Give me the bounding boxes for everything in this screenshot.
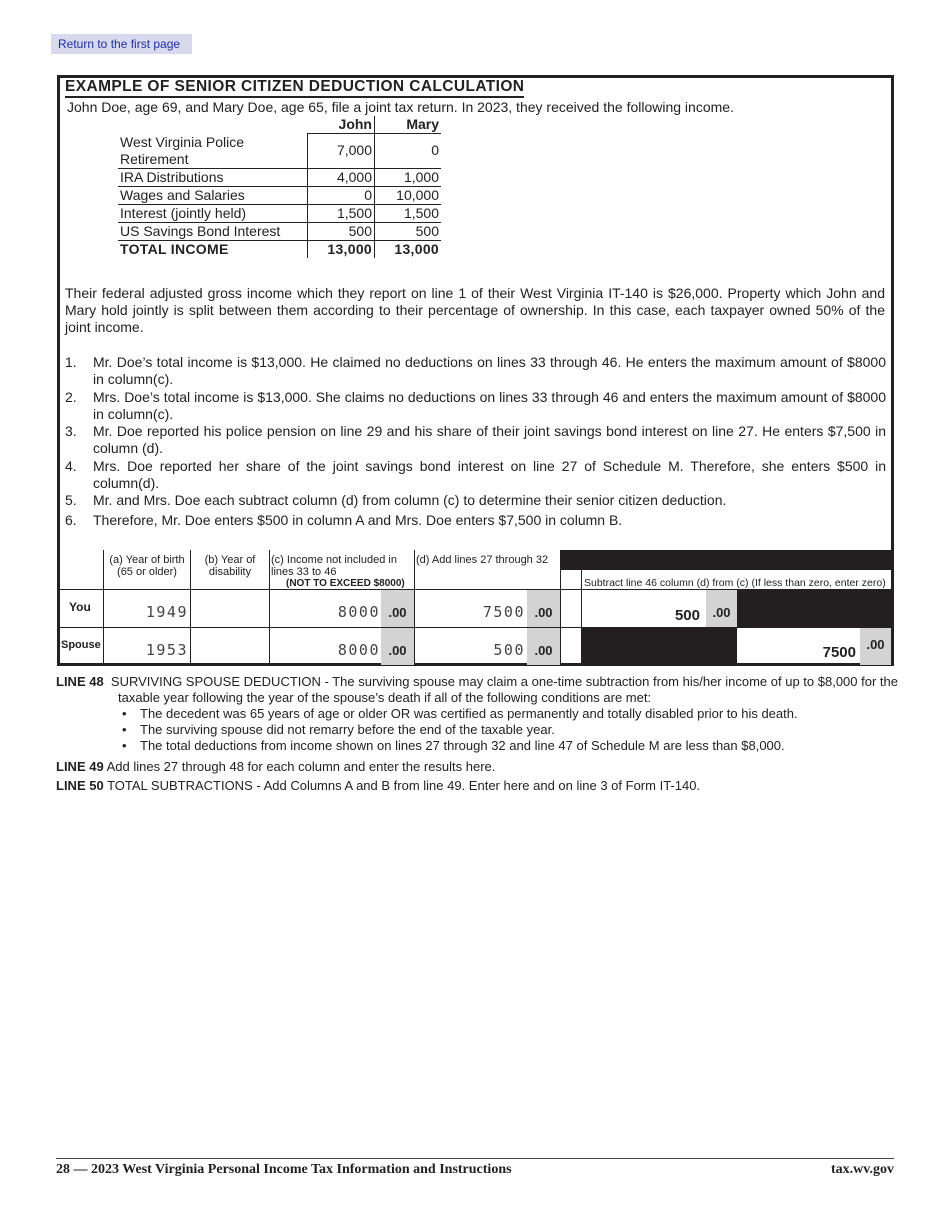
step-number: 3. [65, 423, 77, 439]
list-item [65, 354, 886, 388]
income-table-header [118, 116, 441, 134]
condition-text: The decedent was 65 years of age or older OR was certified as permanently and totally disabled prior to his death. [140, 706, 798, 721]
line-48-conditions [56, 706, 901, 754]
line-50-label: LINE 50 [56, 778, 104, 793]
income-row-label: US Savings Bond Interest [118, 222, 308, 240]
table-row [118, 134, 441, 169]
spouse-income: 8000 [337, 641, 380, 659]
grid-divider [269, 550, 270, 665]
income-header-john: John [308, 116, 375, 134]
list-item [56, 722, 901, 738]
row-label-spouse: Spouse [61, 639, 101, 651]
footer-rule [56, 1158, 894, 1159]
income-row-label: IRA Distributions [118, 168, 308, 186]
income-header-blank [118, 116, 308, 134]
income-row-mary: 0 [375, 134, 442, 169]
step-number: 2. [65, 388, 77, 405]
footer-website: tax.wv.gov [831, 1162, 894, 1177]
step-text: Therefore, Mr. Doe enters $500 in column A and Mrs. Doe enters $7,500 in column B. [93, 512, 623, 528]
you-add: 7500 [482, 603, 525, 621]
income-row-mary: 1,500 [375, 204, 442, 222]
example-title: EXAMPLE OF SENIOR CITIZEN DEDUCTION CALCULATION [65, 78, 524, 98]
condition-text: The surviving spouse did not remarry before the end of the taxable year. [140, 722, 555, 737]
step-text: Mrs. Doe reported her share of the joint savings bond interest on line 27 of Schedule M. Therefore, she enters $500 in column(d). [93, 457, 886, 491]
line-48-text-block [56, 674, 901, 706]
line-49-text: Add lines 27 through 48 for each column and enter the results here. [106, 759, 496, 774]
line-48-text: SURVIVING SPOUSE DEDUCTION - The surviving spouse may claim a one-time subtraction from his/her income of up to $8,000 for the taxable year following the year of the spouse’s death if all of the following conditions are met: [110, 674, 898, 705]
grid-divider [414, 550, 415, 665]
list-item [65, 389, 886, 423]
income-row-mary: 1,000 [375, 168, 442, 186]
agi-paragraph: Their federal adjusted gross income which they report on line 1 of their West Virginia IT-140 is $26,000. Property which John and Mary hold jointly is split between them according to their percentage of ownership. In this case, each taxpayer owned 50% of the joint income. [65, 285, 885, 335]
col-a-header: (a) Year of birth (65 or older) [109, 554, 185, 578]
return-to-first-page-link[interactable]: Return to the first page [51, 34, 192, 54]
bullet-icon: • [122, 722, 127, 737]
col-c-header: (c) Income not included in lines 33 to 46 [271, 554, 397, 578]
list-item [56, 706, 901, 722]
income-total-john: 13,000 [308, 240, 375, 258]
step-number: 6. [65, 512, 77, 528]
table-row [118, 168, 441, 186]
line-50-section [56, 778, 901, 794]
line-48-section [56, 674, 901, 754]
spouse-result-cents: .00 [860, 628, 891, 665]
step-number: 1. [65, 354, 77, 370]
steps-list [65, 354, 886, 530]
bullet-icon: • [122, 706, 127, 721]
example-intro: John Doe, age 69, and Mary Doe, age 65, file a joint tax return. In 2023, they received the following income. [67, 99, 734, 115]
grid-divider [60, 627, 891, 628]
line-49-section [56, 759, 901, 775]
step-text: Mr. Doe reported his police pension on line 29 and his share of their joint savings bond interest on line 27. He enters $7,500 in column (d). [93, 423, 886, 456]
list-item [56, 738, 901, 754]
you-column-b-shade [737, 590, 891, 627]
you-income: 8000 [337, 603, 380, 621]
income-header-mary: Mary [375, 116, 442, 134]
list-item [65, 423, 886, 457]
income-row-mary: 500 [375, 222, 442, 240]
income-row-label: West Virginia Police Retirement [118, 134, 308, 169]
table-row [118, 186, 441, 204]
step-text: Mrs. Doe’s total income is $13,000. She claims no deductions on lines 33 through 46 and enters the maximum amount of $8000 in column(c). [93, 388, 886, 422]
income-total-label: TOTAL INCOME [120, 240, 229, 257]
list-item [65, 492, 886, 509]
bullet-icon: • [122, 738, 127, 753]
grid-divider [190, 550, 191, 665]
grid-divider [560, 570, 561, 665]
spouse-birth-year: 1953 [145, 641, 188, 659]
spouse-result: 7500 [822, 644, 856, 661]
line-50-text: TOTAL SUBTRACTIONS - Add Columns A and B from line 49. Enter here and on line 3 of Form IT-140. [107, 778, 701, 793]
step-number: 5. [65, 492, 77, 508]
income-row-label: Wages and Salaries [118, 186, 308, 204]
col-e-header: Subtract line 46 column (d) from (c) (If less than zero, enter zero) [584, 577, 886, 589]
you-result-cents: .00 [706, 590, 737, 627]
row-label-you: You [69, 600, 91, 614]
footer-page-info: 28 — 2023 West Virginia Personal Income Tax Information and Instructions [56, 1162, 512, 1177]
income-row-john: 1,500 [308, 204, 375, 222]
income-table [118, 116, 441, 258]
col-d-header: (d) Add lines 27 through 32 [416, 554, 549, 566]
list-item [65, 512, 886, 529]
example-box [57, 75, 894, 666]
step-text: Mr. Doe’s total income is $13,000. He claimed no deductions on lines 33 through 46. He enters the maximum amount of $8000 in column(c). [93, 354, 886, 387]
step-number: 4. [65, 457, 77, 474]
col-b-header: (b) Year of disability [204, 554, 256, 578]
grid-divider [103, 550, 104, 665]
table-row [118, 222, 441, 240]
spouse-add-cents: .00 [527, 628, 560, 665]
you-birth-year: 1949 [145, 603, 188, 621]
you-add-cents: .00 [527, 590, 560, 627]
you-result: 500 [674, 607, 700, 624]
spouse-column-a-shade [581, 628, 737, 665]
income-row-john: 7,000 [308, 134, 375, 169]
income-row-mary: 10,000 [375, 186, 442, 204]
income-total-mary: 13,000 [394, 240, 439, 257]
income-row-john: 4,000 [308, 168, 375, 186]
step-text: Mr. and Mrs. Doe each subtract column (d) from column (c) to determine their senior citizen deduction. [93, 492, 727, 508]
table-row [118, 204, 441, 222]
income-row-john: 500 [308, 222, 375, 240]
income-row-label: Interest (jointly held) [118, 204, 308, 222]
spouse-income-cents: .00 [381, 628, 414, 665]
line-49-label: LINE 49 [56, 759, 104, 774]
grid-header-shade [560, 550, 891, 570]
spouse-add: 500 [493, 641, 525, 659]
line-48-label: LINE 48 [56, 674, 104, 689]
condition-text: The total deductions from income shown on lines 27 through 32 and line 47 of Schedule M are less than $8,000. [140, 738, 785, 753]
col-c-limit: (NOT TO EXCEED $8000) [286, 578, 405, 589]
income-row-john: 0 [308, 186, 375, 204]
list-item [65, 458, 886, 492]
income-total-row [118, 240, 441, 258]
you-income-cents: .00 [381, 590, 414, 627]
